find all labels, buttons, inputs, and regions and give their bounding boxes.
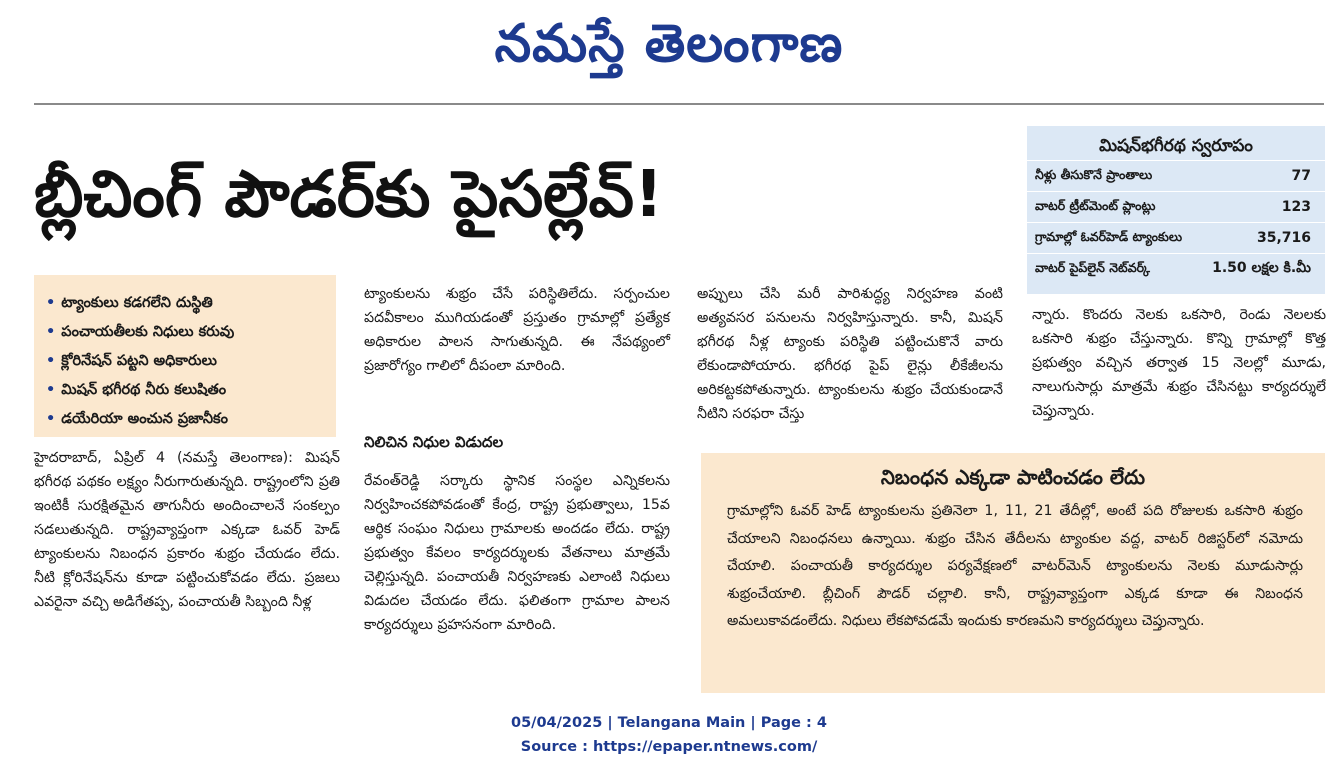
highlights-box — [34, 275, 336, 437]
bullet-icon: • — [46, 295, 56, 311]
footer-source-link[interactable]: Source : https://epaper.ntnews.com/ — [520, 739, 818, 755]
bullet-icon: • — [46, 411, 56, 427]
footer-edition-info: 05/04/2025 | Telangana Main | Page : 4 — [510, 715, 827, 731]
fact-label: వాటర్ పైప్‌లైన్ నెట్‌వర్క్ — [1035, 259, 1150, 275]
fact-box — [1027, 126, 1325, 294]
fact-value: 1.50 లక్షల కి.మీ — [1212, 259, 1311, 276]
highlight-text: క్లోరినేషన్ పట్టని అధికారులు — [61, 353, 217, 369]
fact-label: గ్రామాల్లో ఓవర్‌హెడ్ ట్యాంకులు — [1035, 228, 1183, 244]
highlight-item — [46, 318, 336, 347]
fact-label: నీళ్లు తీసుకొనే ప్రాంతాలు — [1035, 166, 1153, 182]
highlight-item — [46, 405, 336, 434]
fact-value: 123 — [1281, 199, 1311, 215]
highlight-text: మిషన్ భగీరథ నీరు కలుషితం — [61, 382, 227, 398]
highlight-item — [46, 376, 336, 405]
headline: బ్లీచింగ్ పౌడర్‌కు పైసల్లేవ్! — [34, 158, 664, 232]
rule-box-text: గ్రామాల్లోని ఓవర్ హెడ్ ట్యాంకులను ప్రతినెలా 1, 11, 21 తేదీల్లో, అంటే పది రోజులకు ఒకసారి శుభ్రం చేయాలని నిబంధనలు ఉన్నాయి. శుభ్రం చేసిన తేదీలను ట్యాంకుల వద్ద, వాటర్ రిజిస్టర్‌లో నమోదు చేయాలి. పంచాయతీ కార్యదర్శుల పర్యవేక్షణలో వాటర్‌మెన్ ట్యాంకులను నెలకు మూడుసార్లు శుభ్రంచేయాలి. బ్లీచింగ్ పౌడర్ చల్లాలి. కానీ, రాష్ట్రవ్యాప్తంగా ఎక్కడ కూడా ఈ నిబంధన అమలుకావడంలేదు. నిధులు లేకపోవడమే ఇందుకు కారణమని కార్యదర్శులు చెప్తున్నారు. — [727, 503, 1303, 629]
fact-value: 77 — [1291, 168, 1311, 184]
fact-row — [1027, 191, 1325, 222]
highlight-item — [46, 289, 336, 318]
rule-box-title: నిబంధన ఎక్కడా పాటించడం లేదు — [880, 465, 1146, 489]
bullet-icon: • — [46, 353, 56, 369]
highlight-text: పంచాయతీలకు నిధులు కరువు — [61, 324, 235, 340]
article-column-4: న్నారు. కొందరు నెలకు ఒకసారి, రెండు నెలలకు ఒకసారి శుభ్రం చేస్తున్నారు. కొన్ని గ్రామాల్లో కొత్త ప్రభుత్వం వచ్చిన తర్వాత 15 నెలల్లో మూడు, నాలుగుసార్లు మాత్రమే శుభ్రం చేసినట్టు కార్యదర్శులే చెప్తున్నారు. — [1032, 307, 1326, 419]
fact-label: వాటర్ ట్రీట్‌మెంట్ ప్లాంట్లు — [1035, 197, 1156, 213]
fact-value: 35,716 — [1256, 230, 1311, 246]
fact-row — [1027, 222, 1325, 253]
article-column-2: రేవంత్‌రెడ్డి సర్కారు స్థానిక సంస్థల ఎన్నికలను నిర్వహించకపోవడంతో కేంద్ర, రాష్ట్ర ప్రభుత్వాలు, 15వ ఆర్థిక సంఘం నిధులు గ్రామాలకు అందడం లేదు. రాష్ట్ర ప్రభుత్వం కేవలం కార్యదర్శులకు వేతనాలు మాత్రమే చెల్లిస్తున్నది. పంచాయతీ నిర్వహణకు ఎలాంటి నిధులు విడుదల చేయడం లేదు. ఫలితంగా గ్రామాల పాలన కార్యదర్శులు ప్రహసనంగా మారింది. — [364, 473, 670, 633]
subheading: నిలిచిన నిధుల విడుదల — [364, 433, 504, 451]
bullet-icon: • — [46, 382, 56, 398]
article-column-3: అప్పులు చేసి మరీ పారిశుద్ధ్య నిర్వహణ వంటి అత్యవసర పనులను నిర్వహిస్తున్నారు. కానీ, మిషన్ భగీరథ నీళ్ల ట్యాంకు పరిస్థితి పట్టించుకొనే వారు లేకుండాపోయారు. భగీరథ పైప్ లైన్లు లీకేజీలను అరికట్టకపోతున్నారు. ట్యాంకులను శుభ్రం చేయకుండానే నీటిని సరఫరా చేస్తు — [697, 286, 1003, 422]
article-column-2-top: ట్యాంకులను శుభ్రం చేసే పరిస్థితిలేదు. సర్పంచుల పదవీకాలం ముగియడంతో ప్రస్తుతం గ్రామాల్లో ప్రత్యేక అధికారుల పాలన సాగుతున్నది. ఈ నేపథ్యంలో ప్రజారోగ్యం గాలిలో దీపంలా మారింది. — [364, 286, 670, 374]
masthead-divider — [34, 103, 1324, 105]
fact-row — [1027, 160, 1325, 191]
fact-row — [1027, 253, 1325, 284]
masthead-logo: నమస్తే తెలంగాణ — [494, 13, 844, 74]
fact-box-title: మిషన్‌భగీరథ స్వరూపం — [1099, 136, 1253, 156]
footer — [0, 711, 1338, 759]
article-column-1: హైదరాబాద్, ఏప్రిల్ 4 (నమస్తే తెలంగాణ): మిషన్ భగీరథ పథకం లక్ష్యం నీరుగారుతున్నది. రాష్ట్రంలోని ప్రతి ఇంటికీ సురక్షితమైన తాగునీరు అందించాలనే సంకల్పం సడలుతున్నది. రాష్ట్రవ్యాప్తంగా ఎక్కడా ఓవర్ హెడ్ ట్యాంకులను నిబంధన ప్రకారం శుభ్రం చేయడం లేదు. నీటి క్లోరినేషన్‌ను కూడా పట్టించుకోవడం లేదు. ప్రజలు ఎవరైనా వచ్చి అడిగేతప్ప, పంచాయతీ సిబ్బంది నీళ్ల — [34, 450, 340, 610]
highlight-item — [46, 347, 336, 376]
highlight-text: డయేరియా అంచున ప్రజానీకం — [61, 411, 228, 427]
rule-box — [701, 453, 1325, 693]
bullet-icon: • — [46, 324, 56, 340]
highlight-text: ట్యాంకులు కడగలేని దుస్థితి — [61, 295, 213, 311]
